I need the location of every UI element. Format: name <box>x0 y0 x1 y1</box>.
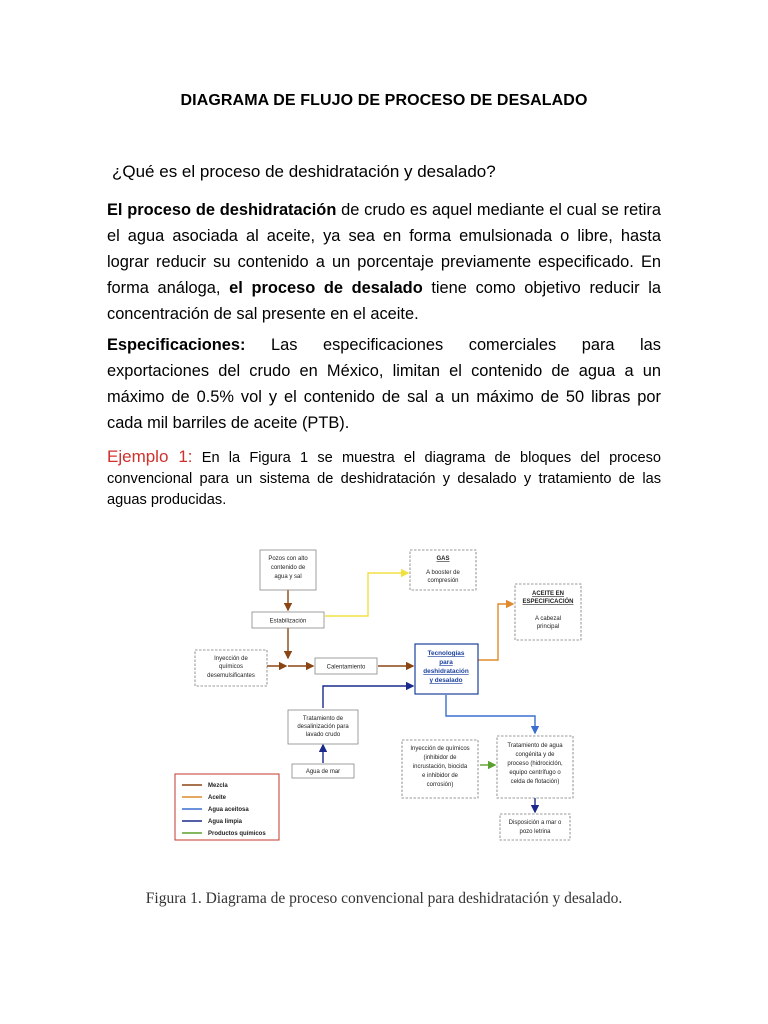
svg-text:ESPECIFICACIÓN: ESPECIFICACIÓN <box>522 599 574 605</box>
svg-text:e inhibidor de: e inhibidor de <box>421 773 459 779</box>
svg-text:lavado crudo: lavado crudo <box>305 732 341 738</box>
section-question: ¿Qué es el proceso de deshidratación y desalado? <box>112 162 496 181</box>
svg-text:incrustación, biocida: incrustación, biocida <box>412 764 468 770</box>
node-gas <box>410 550 476 590</box>
svg-text:Estabilización: Estabilización <box>269 618 307 625</box>
bold-term: El proceso de deshidratación <box>107 201 337 219</box>
svg-text:para: para <box>439 659 453 666</box>
node-aceite-especificacion <box>515 584 581 640</box>
svg-text:contenido de: contenido de <box>270 565 306 571</box>
node-agua-de-mar <box>292 764 354 778</box>
svg-text:Inyección de: Inyección de <box>214 656 248 662</box>
svg-text:ACEITE EN: ACEITE EN <box>531 591 565 597</box>
svg-text:Tecnologías: Tecnologías <box>427 650 465 657</box>
legend-label: Productos químicos <box>208 831 266 837</box>
node-tratamiento-desalinizacion <box>288 710 358 744</box>
svg-text:químicos: químicos <box>218 664 244 670</box>
svg-text:principal: principal <box>536 624 560 630</box>
legend-label: Agua aceitosa <box>208 807 249 813</box>
svg-text:congénita y de: congénita y de <box>515 752 555 758</box>
svg-text:Tratamiento de agua: Tratamiento de agua <box>507 743 563 749</box>
page-title: DIAGRAMA DE FLUJO DE PROCESO DE DESALADO <box>180 92 588 109</box>
paragraph-text: tiene como objetivo reducir la concentración de sal presente en el aceite. <box>107 279 661 323</box>
node-estabilizacion <box>252 612 324 628</box>
paragraph-deshidratacion <box>107 197 661 327</box>
svg-text:pozo letrina: pozo letrina <box>519 829 551 835</box>
node-tratamiento-agua <box>497 736 573 798</box>
paragraph-ejemplo <box>107 446 661 511</box>
svg-text:GAS: GAS <box>436 556 450 562</box>
svg-text:y desalado: y desalado <box>429 677 463 684</box>
legend-label: Aceite <box>208 795 227 801</box>
svg-text:Disposición a mar o: Disposición a mar o <box>508 820 562 826</box>
svg-text:A cabezal: A cabezal <box>534 616 562 622</box>
svg-text:agua y sal: agua y sal <box>274 574 302 580</box>
paragraph-text: Las especificaciones comerciales para las exportaciones del crudo en México, limitan el contenido de agua a un máximo de 0.5% vol y el contenido de sal a un máximo de 50 libras por cada mil barriles de aceite (PTB). <box>107 336 661 432</box>
node-inyeccion-desemulsificantes <box>195 650 267 686</box>
legend-label: Mezcla <box>208 783 228 789</box>
svg-text:celda de flotación): celda de flotación) <box>510 779 560 785</box>
node-calentamiento <box>315 658 377 674</box>
svg-text:deshidratación: deshidratación <box>423 668 469 675</box>
svg-text:desemulsificantes: desemulsificantes <box>207 673 255 679</box>
svg-text:(inhibidor de: (inhibidor de <box>423 755 457 761</box>
paragraph-text: En la Figura 1 se muestra el diagrama de bloques del proceso convencional para un sistema de deshidratación y desalado y tratamiento de las aguas producidas. <box>107 450 661 508</box>
figure-caption: Figura 1. Diagrama de proceso convencional para deshidratación y desalado. <box>145 890 623 907</box>
connector-agua-limpia <box>323 686 413 708</box>
node-pozos <box>260 550 316 590</box>
svg-text:Inyección de químicos: Inyección de químicos <box>410 746 470 752</box>
svg-text:Tratamiento de: Tratamiento de <box>302 716 344 722</box>
node-inyeccion-quimicos <box>402 740 478 798</box>
paragraph-text: de crudo es aquel mediante el cual se retira el agua asociada al aceite, ya sea en forma emulsionada o libre, hasta lograr reducir su contenido a un porcentaje previamente especificado. En forma análoga, <box>107 201 661 297</box>
svg-text:equipo centrífugo o: equipo centrífugo o <box>509 770 561 776</box>
svg-text:Pozos con alto: Pozos con alto <box>268 556 308 562</box>
svg-text:desalinización para: desalinización para <box>297 724 349 730</box>
bold-term: el proceso de desalado <box>229 279 423 297</box>
svg-text:A booster de: A booster de <box>426 570 460 576</box>
svg-text:corrosión): corrosión) <box>426 782 454 788</box>
svg-text:Calentamiento: Calentamiento <box>326 664 366 671</box>
paragraph-especificaciones <box>107 332 661 436</box>
example-label: Ejemplo 1: <box>107 447 193 466</box>
bold-term: Especificaciones: <box>107 336 246 354</box>
connector-agua-aceitosa <box>446 695 535 733</box>
svg-text:compresión: compresión <box>427 578 459 584</box>
connector-aceite <box>478 604 513 660</box>
legend-label: Agua limpia <box>208 819 243 825</box>
connector-gas <box>325 573 408 616</box>
svg-text:Agua de mar: Agua de mar <box>305 769 341 775</box>
svg-text:proceso (hidrociclón,: proceso (hidrociclón, <box>507 761 563 767</box>
node-tecnologias <box>415 644 478 694</box>
process-flow-diagram <box>170 540 590 860</box>
legend <box>175 774 279 840</box>
node-disposicion <box>500 814 570 840</box>
